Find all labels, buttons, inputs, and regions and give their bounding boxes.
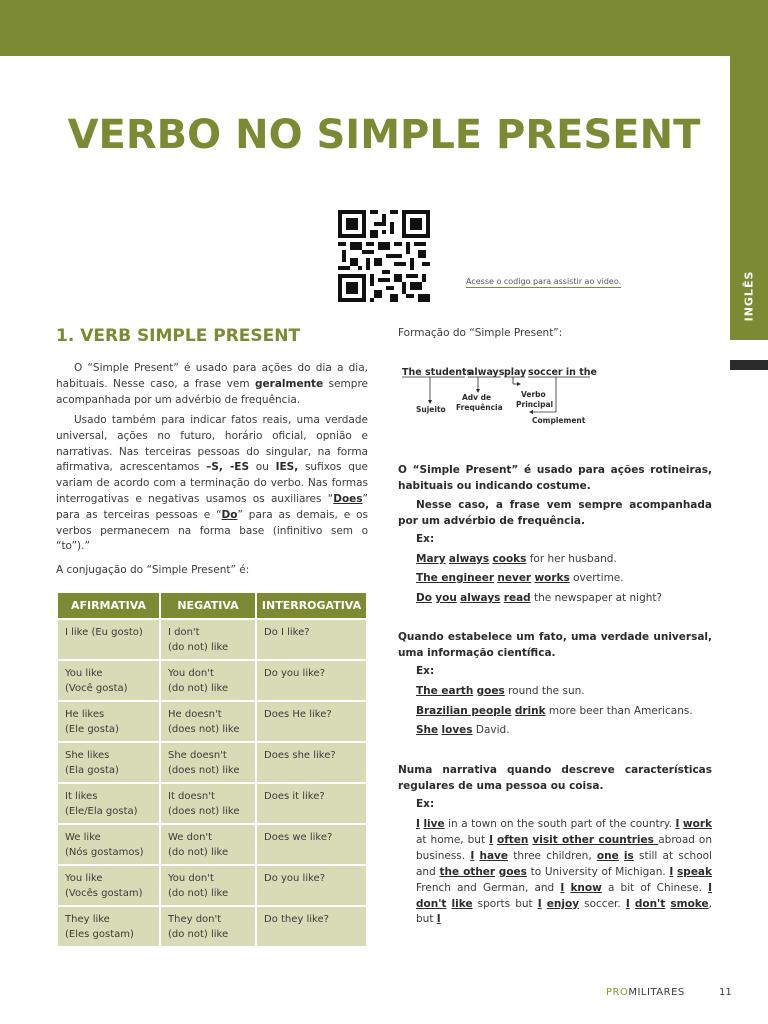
cell-interrogativa: Does we like? [256, 824, 367, 865]
footer-brand: PROMILITARES [606, 987, 685, 998]
block1-intro2: Nesse caso, a frase vem sempre acompanhada por um advérbio de frequência. [398, 499, 712, 527]
cell-negativa: He doesn't (does not) like [160, 701, 256, 742]
section-marker [730, 360, 768, 370]
table-row [57, 906, 367, 947]
diagram-word-verb: play [504, 367, 527, 378]
cell-afirmativa: You like (Vocês gostam) [57, 865, 160, 906]
diagram-label-sujeito: Sujeito [416, 405, 446, 414]
block3-intro: Numa narrativa quando descreve características regulares de uma pessoa ou coisa. [398, 764, 712, 792]
example-sentence: The earth goes round the sun. [416, 685, 585, 697]
cell-interrogativa: Does He like? [256, 701, 367, 742]
cell-interrogativa: Do I like? [256, 619, 367, 660]
cell-negativa: You don't (do not) like [160, 660, 256, 701]
diagram-label-complement: Complement [532, 416, 586, 425]
table-row [57, 865, 367, 906]
block3-ex-label: Ex: [416, 798, 435, 810]
example-sentence: She loves David. [416, 724, 510, 736]
example-sentence: The engineer never works overtime. [416, 572, 624, 584]
table-row [57, 619, 367, 660]
block2-ex-label: Ex: [416, 665, 435, 677]
cell-negativa: They don't (do not) like [160, 906, 256, 947]
diagram-label-frequencia: Frequência [456, 403, 503, 412]
qr-code-icon[interactable] [338, 210, 430, 302]
cell-negativa: We don't (do not) like [160, 824, 256, 865]
diagram-label-verbo: Verbo [521, 390, 546, 399]
example-sentence: Do you always read the newspaper at night? [416, 592, 663, 604]
diagram-label-principal: Principal [516, 400, 554, 409]
paragraph-2: Usado também para indicar fatos reais, uma verdade universal, ações no futuro, horário oficial, opnião e narrativas. Nas terceiras pessoas do singular, na forma afirmativa, acrescentamos –S, -ES ou IES, sufixos que variam de acordo com a terminação do verbo. Nas formas interrogativas e negativas usamos os auxiliares “Does” para as terceiras pessoas e “Do” para as demais, e os verbos permanecem na forma base (infinitivo sem o “to”).” [56, 414, 368, 553]
cell-afirmativa: They like (Eles gostam) [57, 906, 160, 947]
sentence-diagram [400, 360, 600, 430]
column-header: INTERROGATIVA [256, 592, 367, 619]
cell-afirmativa: She likes (Ela gosta) [57, 742, 160, 783]
table-row [57, 783, 367, 824]
cell-afirmativa: You like (Você gosta) [57, 660, 160, 701]
top-banner [0, 0, 768, 56]
diagram-word-adverb: always [468, 367, 505, 378]
formation-label: Formação do “Simple Present”: [398, 327, 563, 339]
block1-intro: O “Simple Present” é usado para ações rotineiras, habituais ou indicando costume. [398, 464, 712, 492]
cell-interrogativa: Do you like? [256, 660, 367, 701]
diagram-word-subject: The students [402, 367, 473, 378]
cell-interrogativa: Does she like? [256, 742, 367, 783]
block1-ex-label: Ex: [416, 533, 435, 545]
section-heading: 1. VERB SIMPLE PRESENT [56, 326, 301, 346]
table-header-row [57, 592, 367, 619]
cell-afirmativa: We like (Nós gostamos) [57, 824, 160, 865]
block2-intro: Quando estabelece um fato, uma verdade universal, uma informação científica. [398, 631, 712, 659]
cell-afirmativa: I like (Eu gosto) [57, 619, 160, 660]
table-row [57, 824, 367, 865]
cell-negativa: She doesn't (does not) like [160, 742, 256, 783]
example-sentence: Brazilian people drink more beer than Americans. [416, 705, 693, 717]
table-row [57, 660, 367, 701]
cell-negativa: I don't (do not) like [160, 619, 256, 660]
narrative-example: I live in a town on the south part of the country. I work at home, but I often visit other countries abroad on business. I have three children, one is still at school and the other goes to University of Michigan. I speak French and German, and I know a bit of Chinese. I don't like sports but I enjoy soccer. I don't smoke, but I [416, 818, 713, 926]
cell-interrogativa: Does it like? [256, 783, 367, 824]
section-tab-label: INGLÊS [742, 270, 756, 322]
conjugation-table [56, 591, 368, 948]
page-title: VERBO NO SIMPLE PRESENT [67, 112, 701, 158]
column-header: AFIRMATIVA [57, 592, 160, 619]
column-header: NEGATIVA [160, 592, 256, 619]
cell-afirmativa: He likes (Ele gosta) [57, 701, 160, 742]
cell-afirmativa: It likes (Ele/Ela gosta) [57, 783, 160, 824]
cell-negativa: You don't (do not) like [160, 865, 256, 906]
diagram-word-complement: soccer in the [528, 367, 597, 378]
conjugation-intro: A conjugação do “Simple Present” é: [56, 564, 250, 576]
diagram-label-adv: Adv de [462, 393, 492, 402]
qr-caption: Acesse o codigo para assistir ao video. [466, 277, 622, 286]
table-row [57, 701, 367, 742]
table-row [57, 742, 367, 783]
example-sentence: Mary always cooks for her husband. [416, 553, 617, 565]
paragraph-1: O “Simple Present” é usado para ações do dia a dia, habituais. Nesse caso, a frase vem geralmente sempre acompanhada por um advérbio de frequência. [56, 362, 368, 406]
cell-interrogativa: Do you like? [256, 865, 367, 906]
page-number: 11 [719, 987, 732, 998]
cell-interrogativa: Do they like? [256, 906, 367, 947]
cell-negativa: It doesn't (does not) like [160, 783, 256, 824]
